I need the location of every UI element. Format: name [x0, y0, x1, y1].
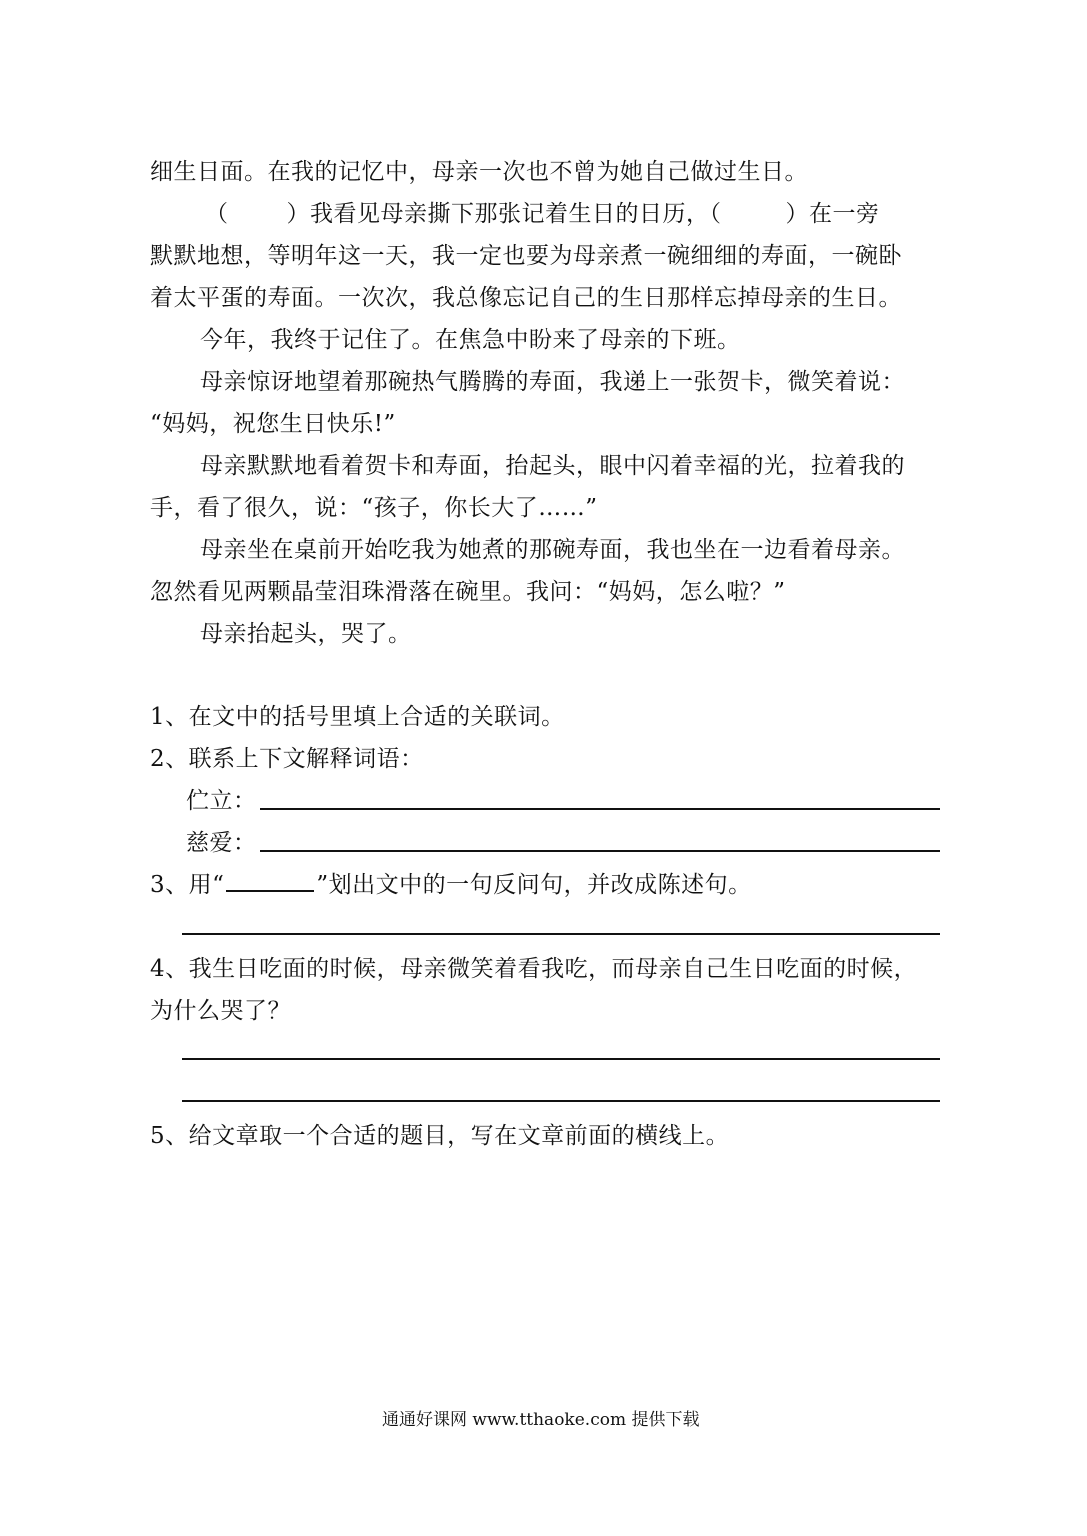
question-4-line-1: 4、我生日吃面的时候，母亲微笑着看我吃，而母亲自己生日吃面的时候， — [150, 956, 918, 982]
passage-line-9: 母亲坐在桌前开始吃我为她煮的那碗寿面，我也坐在一边看着母亲。 — [200, 537, 905, 563]
question-2: 2、联系上下文解释词语： — [150, 746, 424, 772]
passage-line-8: 手，看了很久，说：“孩子，你长大了……” — [150, 495, 598, 521]
passage-text-a: 我看见母亲撕下那张记着生日的日历， — [310, 201, 710, 227]
paren-open-1: （ — [205, 201, 229, 227]
question-3 — [150, 870, 752, 900]
passage-line-6: “妈妈，祝您生日快乐!” — [150, 411, 396, 437]
question-4-line-2: 为什么哭了？ — [150, 998, 291, 1024]
q3-prefix: 3、用“ — [150, 872, 225, 898]
q4-answer-line-1[interactable] — [182, 1058, 940, 1060]
q2-word-2-label: 慈爱： — [186, 830, 257, 856]
q4-answer-line-2[interactable] — [182, 1100, 940, 1102]
passage-line-7: 母亲默默地看着贺卡和寿面，抬起头，眼中闪着幸福的光，拉着我的 — [200, 453, 905, 479]
passage-text-b: 在一旁 — [809, 201, 880, 227]
q3-suffix: ”划出文中的一句反问句，并改成陈述句。 — [316, 872, 752, 898]
paren-close-2: ） — [785, 201, 809, 227]
paren-open-2: （ — [709, 201, 722, 227]
paren-close-1: ） — [286, 201, 310, 227]
passage-line-3: 着太平蛋的寿面。一次次，我总像忘记自己的生日那样忘掉母亲的生日。 — [150, 285, 902, 311]
q3-underline-sample — [226, 870, 314, 892]
passage-line-2: 默默地想，等明年这一天，我一定也要为母亲煮一碗细细的寿面，一碗卧 — [150, 243, 902, 269]
passage-line-11: 母亲抬起头，哭了。 — [200, 621, 412, 647]
question-5: 5、给文章取一个合适的题目，写在文章前面的横线上。 — [150, 1123, 730, 1149]
footer-credit: 通通好课网 www.tthaoke.com 提供下载 — [382, 1410, 700, 1430]
passage-fill-line — [205, 199, 880, 229]
passage-line-10: 忽然看见两颗晶莹泪珠滑落在碗里。我问：“妈妈，怎么啦？” — [150, 579, 786, 605]
question-1: 1、在文中的括号里填上合适的关联词。 — [150, 704, 565, 730]
q2-word-2-answer-line[interactable] — [260, 850, 940, 852]
q3-answer-line[interactable] — [182, 933, 940, 935]
passage-line-5: 母亲惊讶地望着那碗热气腾腾的寿面，我递上一张贺卡，微笑着说： — [200, 369, 905, 395]
passage-line-4: 今年，我终于记住了。在焦急中盼来了母亲的下班。 — [200, 327, 741, 353]
q2-word-1-answer-line[interactable] — [260, 808, 940, 810]
q2-word-1-label: 伫立： — [186, 788, 257, 814]
passage-line-1: 细生日面。在我的记忆中，母亲一次也不曾为她自己做过生日。 — [150, 159, 808, 185]
